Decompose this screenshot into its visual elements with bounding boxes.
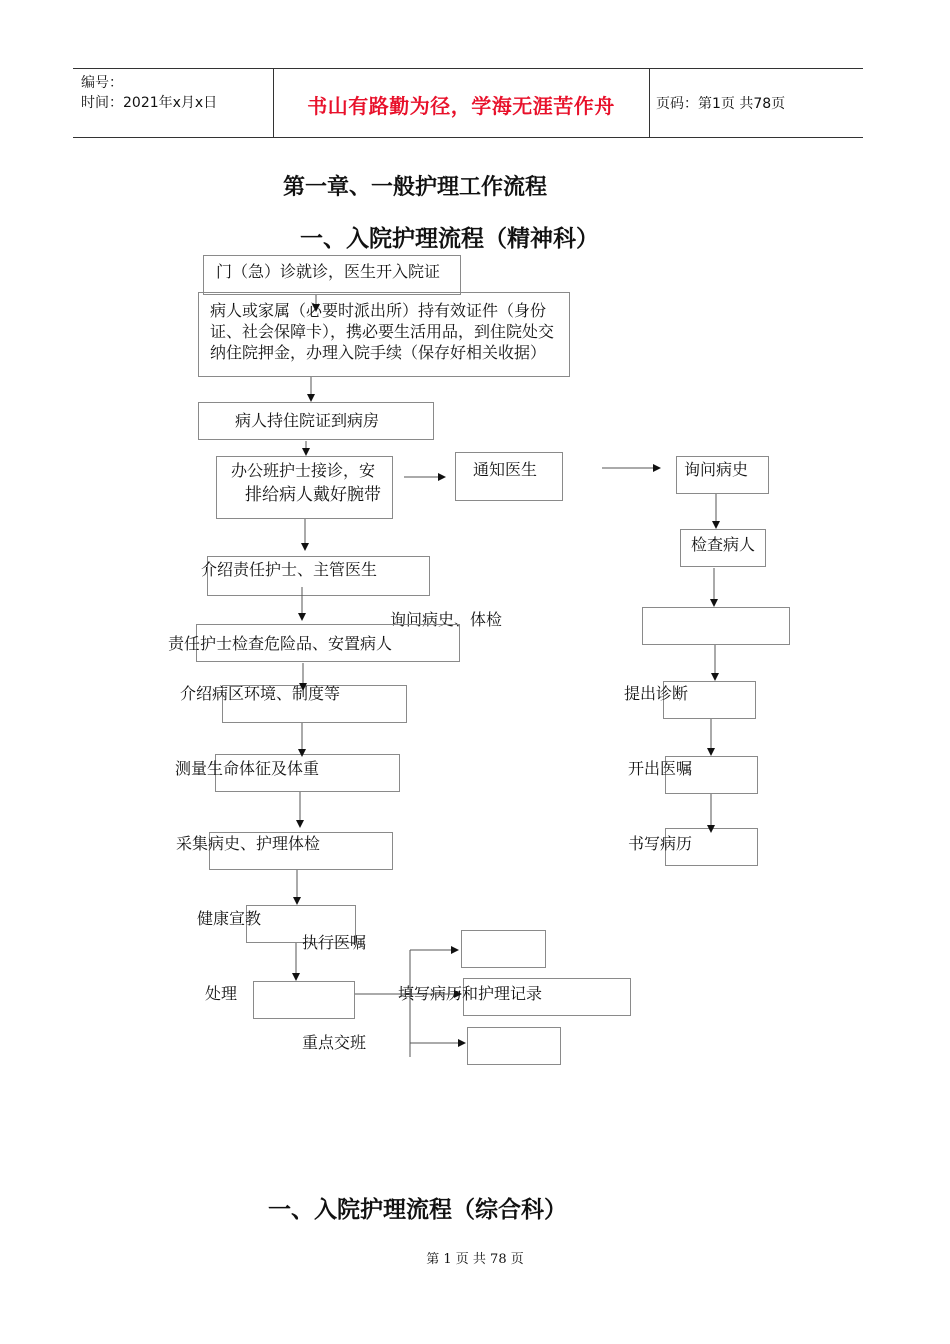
notify-doctor-text: 通知医生 xyxy=(473,460,538,479)
section2-title: 一、入院护理流程（综合科） xyxy=(268,1196,567,1223)
section-title: 一、入院护理流程（精神科） xyxy=(300,225,599,252)
time-label: 时间：2021年x月x日 xyxy=(81,95,218,111)
execute-orders-text: 执行医嘱 xyxy=(302,933,367,952)
page-label: 页码：第1页 共78页 xyxy=(656,96,786,112)
examine-text: 检查病人 xyxy=(691,535,756,554)
ward-env-text: 介绍病区环境、制度等 xyxy=(180,684,341,703)
treatment-text: 处理 xyxy=(205,984,238,1003)
outpatient-text: 门（急）诊就诊，医生开入院证 xyxy=(216,262,441,281)
history-exam-text: 询问病史、体检 xyxy=(390,610,503,629)
reception-text-2: 排给病人戴好腕带 xyxy=(245,485,381,505)
header-motto: 书山有路勤为径，学海无涯苦作舟 xyxy=(307,94,615,118)
number-label: 编号： xyxy=(81,75,123,91)
handover-text: 重点交班 xyxy=(302,1033,367,1052)
to-ward-text: 病人持住院证到病房 xyxy=(235,411,380,430)
health-edu-text: 健康宣教 xyxy=(197,909,262,928)
danger-check-text: 责任护士检查危险品、安置病人 xyxy=(168,634,393,653)
admission-text: 病人或家属（必要时派出所）持有效证件（身份证、社会保障卡），携必要生活用品，到住院处交纳住院押金，办理入院手续（保存好相关收据） xyxy=(210,301,555,362)
chapter-title: 第一章、一般护理工作流程 xyxy=(283,174,548,200)
nursing-record-text: 填写病历和护理记录 xyxy=(398,984,543,1003)
orders-text: 开出医嘱 xyxy=(628,759,693,778)
diagnosis-text: 提出诊断 xyxy=(624,684,689,703)
page-footer: 第 1 页 共 78 页 xyxy=(426,1252,524,1267)
record-text: 书写病历 xyxy=(628,834,693,853)
introduce-staff-text: 介绍责任护士、主管医生 xyxy=(201,560,378,579)
collect-history-text: 采集病史、护理体检 xyxy=(176,834,321,853)
vitals-text: 测量生命体征及体重 xyxy=(175,759,320,778)
reception-text-1: 办公班护士接诊，安 xyxy=(231,461,376,480)
ask-history-text: 询问病史 xyxy=(684,460,749,479)
